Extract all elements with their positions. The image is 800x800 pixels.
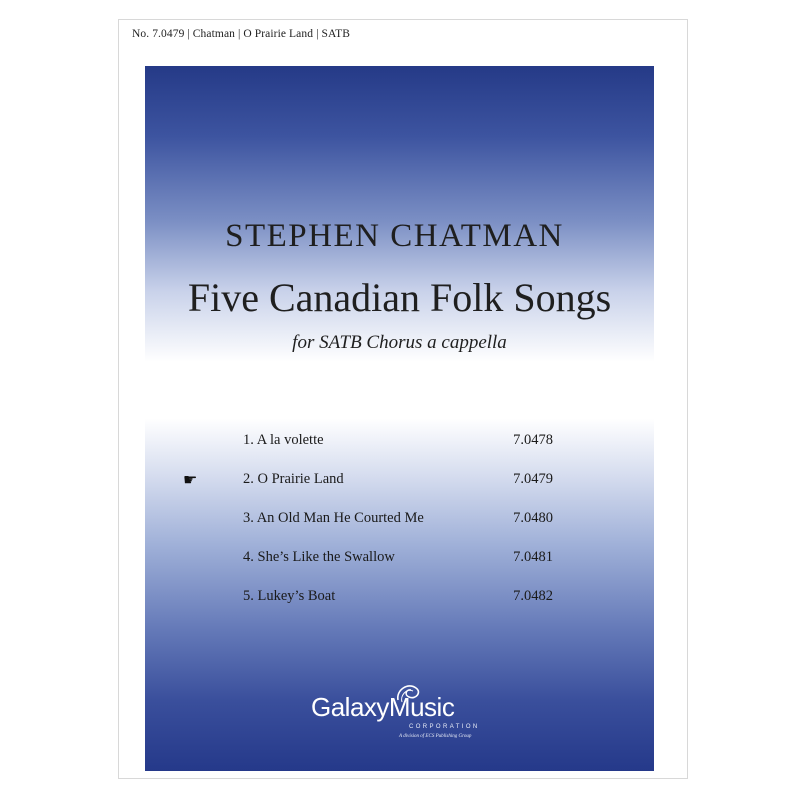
song-title: 1. A la volette	[243, 432, 324, 448]
song-catalog-number: 7.0481	[513, 549, 553, 565]
song-title: 2. O Prairie Land	[243, 471, 344, 487]
song-row	[243, 432, 553, 454]
cover-panel	[145, 66, 654, 771]
publisher-wordmark: GalaxyMusic	[311, 692, 455, 722]
song-title: 5. Lukey’s Boat	[243, 588, 336, 604]
work-subtitle: for SATB Chorus a cappella	[292, 332, 507, 353]
pointing-hand-icon: ☛	[183, 470, 198, 489]
song-row	[243, 588, 553, 610]
work-title: Five Canadian Folk Songs	[187, 275, 612, 320]
song-catalog-number: 7.0479	[513, 471, 553, 487]
song-row-current	[183, 470, 553, 493]
song-catalog-number: 7.0482	[513, 588, 553, 604]
song-catalog-number: 7.0478	[513, 432, 553, 448]
composer-name: STEPHEN CHATMAN	[225, 218, 564, 254]
song-row	[243, 510, 553, 532]
song-catalog-number: 7.0480	[513, 510, 553, 526]
publisher-logo	[311, 688, 491, 744]
song-list	[145, 66, 654, 771]
song-title: 4. She’s Like the Swallow	[243, 549, 395, 565]
song-row	[243, 549, 553, 571]
song-title: 3. An Old Man He Courted Me	[243, 510, 424, 526]
publisher-division: A division of ECS Publishing Group	[399, 734, 472, 739]
catalog-line: No. 7.0479 | Chatman | O Prairie Land | SATB	[132, 28, 350, 40]
publisher-corporation: CORPORATION	[409, 724, 480, 730]
